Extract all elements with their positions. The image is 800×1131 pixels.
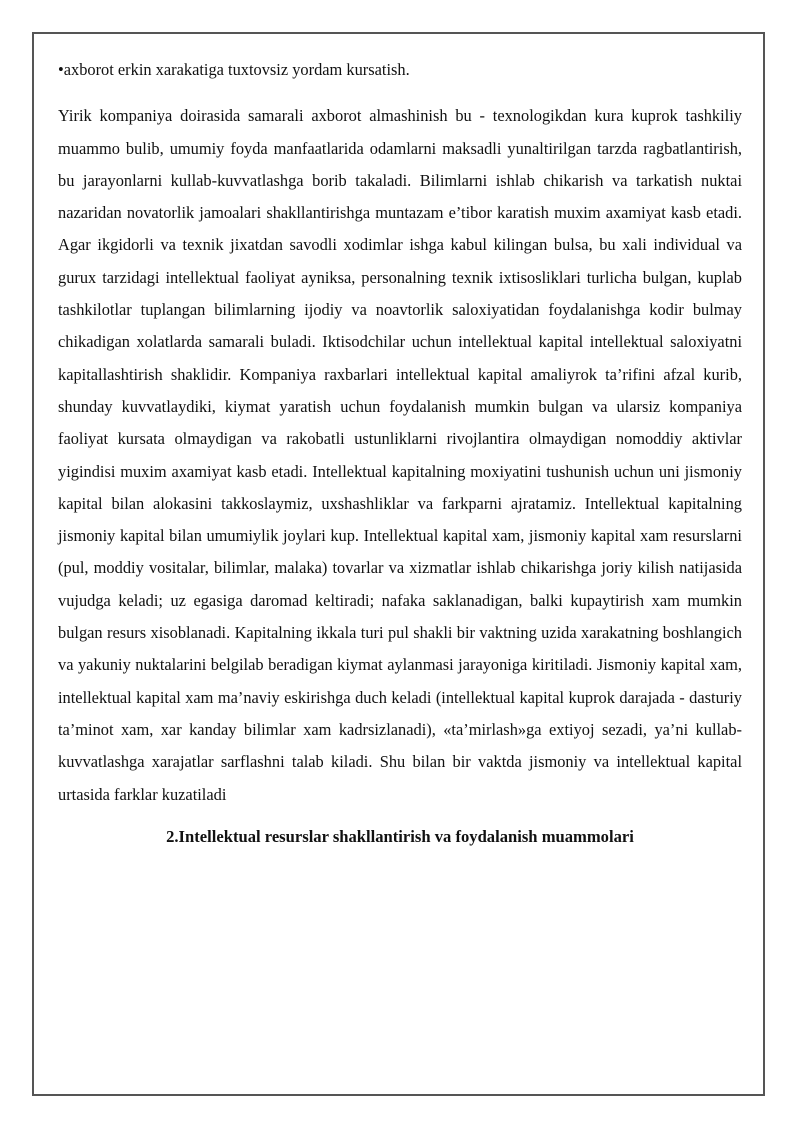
section-heading: 2.Intellektual resurslar shakllantirish va foydalanish muammolari <box>166 826 634 846</box>
bullet-item: •axborot erkin xarakatiga tuxtovsiz yordam kursatish. <box>58 60 410 79</box>
body-paragraph: Yirik kompaniya doirasida samarali axborot almashinish bu - texnologikdan kura kuprok tashkiliy muammo bulib, umumiy foyda manfaatlarida odamlarni maksadli yunaltirilgan tarzda ragbatlantirish, bu jarayonlarni kullab-kuvvatlashga borib takaladi. Bilimlarni ishlab chikarish va tarkatish nuktai nazaridan novatorlik jamoalari shakllantirishga muntazam e’tibor karatish muxim axamiyat kasb etadi. Agar ikgidorli va texnik jixatdan savodli xodimlar ishga kabul kilingan bulsa, bu xali individual va gurux tarzidagi intellektual faoliyat ayniksa, personalning texnik ixtisosliklari turlicha bulgan, kuplab tashkilotlar tuplangan bilimlarning ijodiy va noavtorlik saloxiyatidan foydalanishga kodir bulmay chikadigan xolatlarda samarali buladi. Iktisodchilar uchun intellektual kapital intellektual saloxiyatni kapitallashtirish shaklidir. Kompaniya raxbarlari intellektual kapital amaliyrok ta’rifini afzal kurib, shunday kuvvatlaydiki, kiymat yaratish uchun foydalanish mumkin bulgan va ularsiz kompaniya faoliyat kursata olmaydigan va rakobatli ustunliklarni rivojlantira olmaydigan nomoddiy aktivlar yigindisi muxim axamiyat kasb etadi. Intellektual kapitalning moxiyatini tushunish uchun uni jismoniy kapital bilan alokasini takkoslaymiz, uxshashliklar va farkparni ajratamiz. Intellektual kapitalning jismoniy kapital bilan umumiylik joylari kup. Intellektual kapital xam, jismoniy kapital xam resurslarni (pul, moddiy vositalar, bilimlar, malaka) tovarlar va xizmatlar ishlab chikarishga joriy kilish natijasida vujudga keladi; uz egasiga daromad keltiradi; nafaka saklanadigan, balki kupaytirish xam mumkin bulgan resurs xisoblanadi. Kapitalning ikkala turi pul shakli bir vaktning uzida xarakatning boshlangich va yakuniy nuktalarini belgilab beradigan kiymat aylanmasi jarayoniga kiritiladi. Jismoniy kapital xam, intellektual kapital xam ma’naviy eskirishga duch keladi (intellektual kapital kuprok darajada - dasturiy ta’minot xam, xar kanday bilimlar xam kadrsizlanadi), «ta’mirlash»ga extiyoj sezadi, ya’ni kullab-kuvvatlashga xarajatlar sarflashni talab kiladi. Shu bilan bir vaktda jismoniy va intellektual kapital urtasida farklar kuzatiladi <box>58 106 742 804</box>
document-body <box>58 54 742 853</box>
